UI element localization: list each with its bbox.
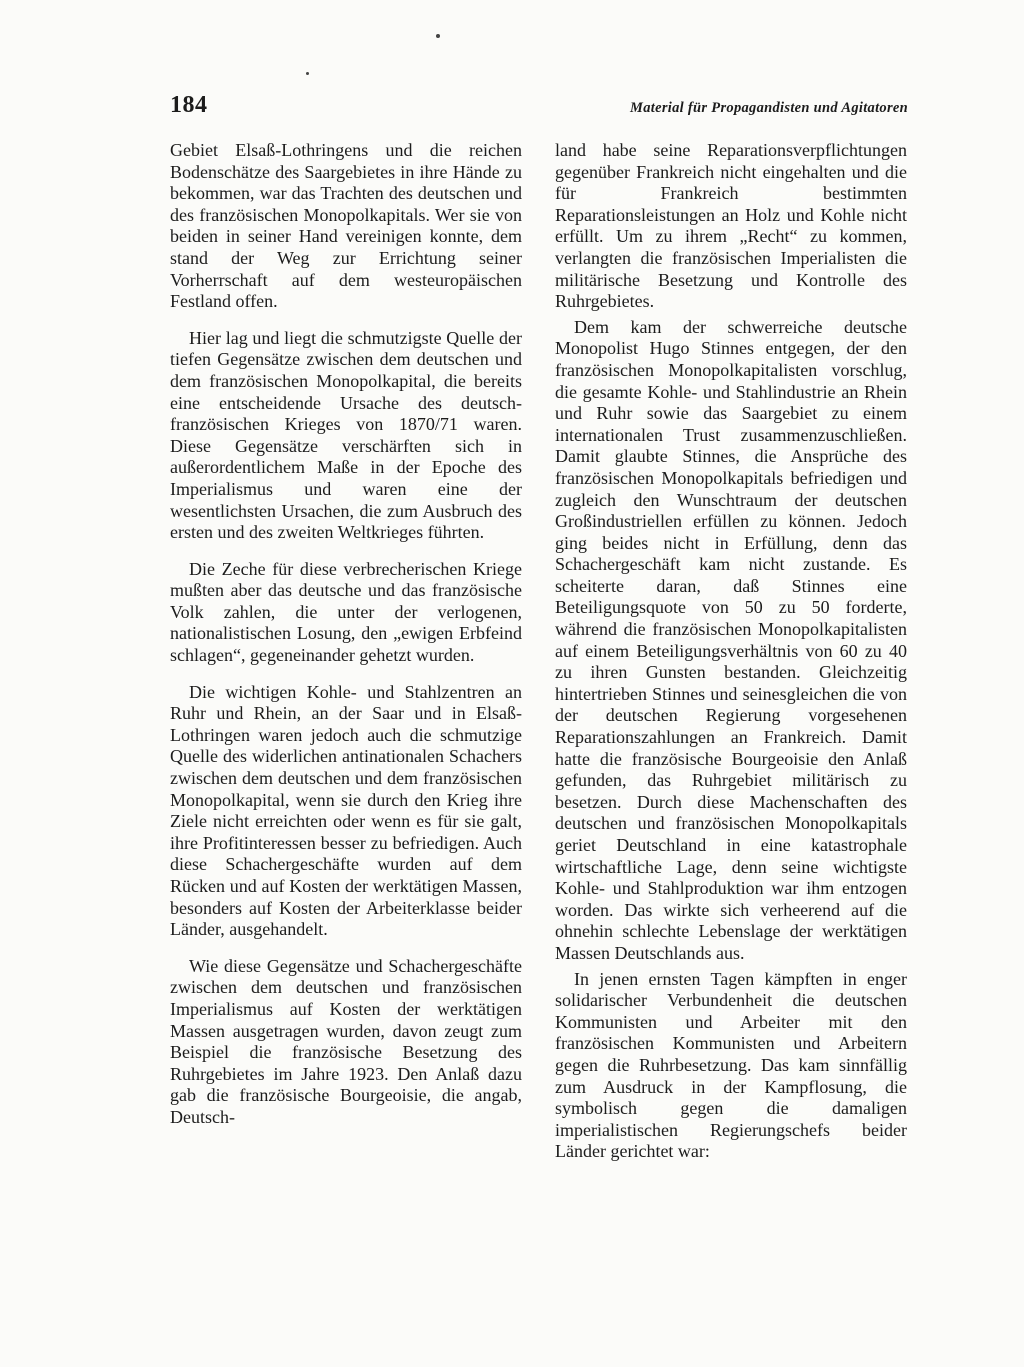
right-column	[555, 140, 907, 1167]
paragraph: Die Zeche für diese verbrecherischen Kriege mußten aber das deutsche und das französische Volk zahlen, die unter der verlogenen, nationalistischen Losung, den „ewigen Erbfeind schlagen“, gegeneinander gehetzt wurden.	[170, 558, 522, 666]
left-column	[170, 140, 522, 1144]
paragraph: Wie diese Gegensätze und Schachergeschäfte zwischen dem deutschen und französischen Imperialismus auf Kosten der werktätigen Massen ausgetragen wurden, davon zeugt zum Beispiel die französische Besetzung des Ruhrgebietes im Jahre 1923. Den Anlaß dazu gab die französische Bourgeoisie, die angab, Deutsch-	[170, 955, 522, 1127]
paragraph: Dem kam der schwerreiche deutsche Monopolist Hugo Stinnes entgegen, der den französischen Monopolkapitalisten vorschlug, die gesamte Kohle- und Stahlindustrie an Rhein und Ruhr sowie das Saargebiet zu einem internationalen Trust zusammenzuschließen. Damit glaubte Stinnes, die Ansprüche des französischen Monopolkapitals befriedigen und zugleich den Wunschtraum der deutschen Großindustriellen erfüllen zu können. Jedoch ging beides nicht in Erfüllung, denn das Schachergeschäft kam nicht zustande. Es scheiterte daran, daß Stinnes eine Beteiligungsquote von 50 zu 50 forderte, während die französischen Monopolkapitalisten auf einem Beteiligungsverhältnis von 60 zu 40 zu ihren Gunsten bestanden. Gleichzeitig hintertrieben Stinnes und seinesgleichen die von der deutschen Regierung vorgesehenen Reparationszahlungen an Frankreich. Damit hatte die französische Bourgeoisie den Anlaß gefunden, das Ruhrgebiet militärisch zu besetzen. Durch diese Machenschaften des deutschen und französischen Monopolkapitals geriet Deutschland in eine katastrophale wirtschaftliche Lage, denn seine wichtigste Kohle- und Stahlproduktion war ihm entzogen worden. Das wirkte sich verheerend auf die ohnehin schlechte Lebenslage der werktätigen Massen Deutschlands aus.	[555, 316, 907, 963]
running-title: Material für Propagandisten und Agitatoren	[630, 100, 908, 116]
page-header	[170, 92, 908, 122]
speck-mid	[306, 72, 309, 75]
speck-top	[436, 34, 440, 38]
paragraph: land habe seine Reparationsverpflichtungen gegenüber Frankreich nicht eingehalten und die für Frankreich bestimmten Reparationsleistungen an Holz und Kohle nicht erfüllt. Um zu ihrem „Recht“ zu kommen, verlangten die französischen Imperialisten die militärische Besetzung und Kontrolle des Ruhrgebietes.	[555, 140, 907, 312]
paragraph: Gebiet Elsaß-Lothringens und die reichen Bodenschätze des Saargebietes in ihre Hände zu bekommen, war das Trachten des deutschen und des französischen Monopolkapitals. Wer sie von beiden in seiner Hand vereinigen konnte, dem stand der Weg zur Errichtung seiner Vorherrschaft auf dem westeuropäischen Festland offen.	[170, 140, 522, 312]
paragraph: In jenen ernsten Tagen kämpften in enger solidarischer Verbundenheit die deutschen Kommunisten und Arbeiter mit den französischen Kommunisten und Arbeitern gegen die Ruhrbesetzung. Das kam sinnfällig zum Ausdruck in der Kampflosung, die symbolisch gegen die damaligen imperialistischen Regierungschefs beider Länder gerichtet war:	[555, 968, 907, 1162]
paragraph: Hier lag und liegt die schmutzigste Quelle der tiefen Gegensätze zwischen dem deutschen und dem französischen Monopolkapital, die bereits eine entscheidende Ursache des deutsch-französischen Krieges von 1870/71 waren. Diese Gegensätze verschärften sich in außerordentlichem Maße in der Epoche des Imperialismus und waren eine der wesentlichsten Ursachen, die zum Ausbruch des ersten und des zweiten Weltkrieges führten.	[170, 327, 522, 543]
page-number: 184	[170, 92, 208, 118]
paragraph: Die wichtigen Kohle- und Stahlzentren an Ruhr und Rhein, an der Saar und in Elsaß-Lothringen waren jedoch auch die schmutzige Quelle des widerlichen antinationalen Schachers zwischen dem deutschen und dem französischen Monopolkapital, wenn sie durch den Krieg ihre Ziele nicht erreichten oder wenn es für sie galt, ihre Profitinteressen besser zu befriedigen. Auch diese Schachergeschäfte wurden auf dem Rücken und auf Kosten der werktätigen Massen, besonders auf Kosten der Arbeiterklasse beider Länder, ausgehandelt.	[170, 681, 522, 940]
